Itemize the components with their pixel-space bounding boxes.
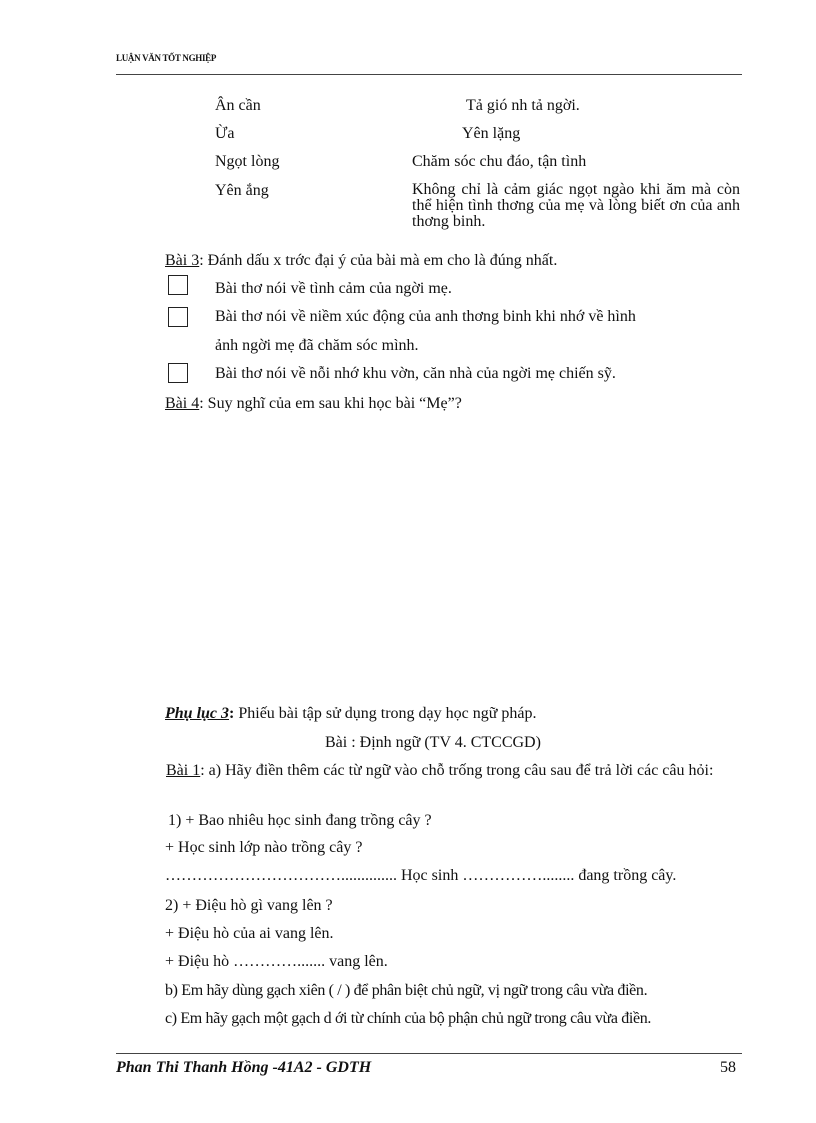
bai1-line: c) Em hãy gạch một gạch d ới từ chính của bộ phận chủ ngữ trong câu vừa điền. [165,1010,652,1027]
bai1-line: b) Em hãy dùng gạch xiên ( / ) để phân biệt chủ ngữ, vị ngữ trong câu vừa điền. [165,982,648,999]
bai4-prompt [165,395,462,413]
bai3-option: Bài thơ nói về nỗi nhớ khu vờn, căn nhà của ngời mẹ chiến sỹ. [215,365,616,382]
checkbox-option-1[interactable] [168,275,188,295]
bai1-text: : a) Hãy điền thêm các từ ngữ vào chỗ trống trong câu sau để trả lời các câu hỏi: [200,762,714,779]
footer-author: Phan Thi Thanh Hồng -41A2 - GDTH [116,1059,372,1076]
bai1-label: Bài 1 [166,762,201,779]
phuluc-colon: : [229,705,235,722]
bai1-intro [116,762,740,780]
vocab-term: Yên ắng [215,182,269,199]
vocab-meaning: Tả gió nh tả ngời. [466,97,580,114]
bai1-fill-line: + Điệu hò …………....... vang lên. [165,953,388,970]
bai4-label: Bài 4 [165,395,200,412]
bai3-label: Bài 3 [165,252,200,269]
bai1-line: 2) + Điệu hò gì vang lên ? [165,897,333,914]
checkbox-option-2[interactable] [168,307,188,327]
vocab-meaning: Không chỉ là cảm giác ngọt ngào khi ăm mà còn thể hiện tình thơng của mẹ và lòng biết ơn của anh thơng binh. [412,181,740,230]
bai3-option: Bài thơ nói về niềm xúc động của anh thơng binh khi nhớ về hình [215,308,636,325]
running-header: LUẬN VĂN TỐT NGHIỆP [116,53,217,63]
page-number: 58 [720,1059,736,1076]
header-rule [116,74,742,75]
bai1-line: + Học sinh lớp nào trồng cây ? [165,839,363,856]
vocab-term: Ngọt lòng [215,153,280,170]
vocab-term: Ân cần [215,97,261,114]
phuluc-text: Phiếu bài tập sử dụng trong dạy học ngữ pháp. [234,705,537,722]
bai3-prompt [165,252,557,270]
phuluc-label: Phụ lục 3 [165,705,230,722]
vocab-meaning: Yên lặng [462,125,521,142]
bai3-option: Bài thơ nói về tình cảm của ngời mẹ. [215,280,452,297]
vocab-meaning: Chăm sóc chu đáo, tận tình [412,153,587,170]
vocab-term: Ừa [215,125,235,142]
footer-rule [116,1053,742,1054]
lesson-subtitle: Bài : Định ngữ (TV 4. CTCCGD) [325,734,541,751]
bai1-line: 1) + Bao nhiêu học sinh đang trồng cây ? [168,812,432,829]
bai3-text: : Đánh dấu x trớc đại ý của bài mà em cho là đúng nhất. [199,252,558,269]
bai1-fill-line: …………………………….............. Học sinh ……………........ đang trồng cây. [165,867,677,884]
phuluc-title [165,705,537,723]
bai4-text: : Suy nghĩ của em sau khi học bài “Mẹ”? [199,395,462,412]
checkbox-option-3[interactable] [168,363,188,383]
bai1-line: + Điệu hò của ai vang lên. [165,925,334,942]
bai3-option-cont: ảnh ngời mẹ đã chăm sóc mình. [215,337,419,354]
